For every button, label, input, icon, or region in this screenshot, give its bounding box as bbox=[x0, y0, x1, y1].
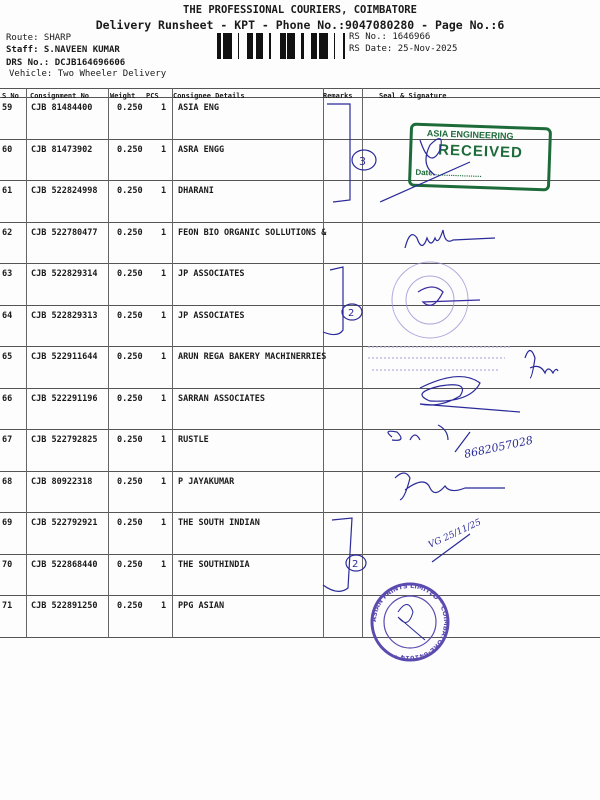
svg-text:2: 2 bbox=[352, 559, 359, 570]
cell-weight: 0.250 bbox=[117, 560, 143, 570]
cell-consignment: CJB 81484400 bbox=[31, 103, 93, 113]
vehicle-label: Vehicle: Two Wheeler Delivery bbox=[9, 69, 167, 79]
cell-weight: 0.250 bbox=[117, 269, 143, 279]
cell-sno: 62 bbox=[2, 228, 13, 238]
cell-pcs: 1 bbox=[161, 601, 167, 611]
runsheet-subtitle: Delivery Runsheet - KPT - Phone No.:9047080280 - Page No.:6 bbox=[95, 18, 505, 32]
cell-consignment: CJB 81473902 bbox=[31, 145, 93, 155]
signature-row-62 bbox=[405, 230, 495, 248]
cell-weight: 0.250 bbox=[117, 518, 143, 528]
column-header: Consignee Details bbox=[173, 92, 245, 100]
handwritten-note: VG 25/11/25 bbox=[427, 517, 483, 551]
staff-label: Staff: S.NAVEEN KUMAR bbox=[6, 45, 120, 55]
cell-consignment: CJB 522780477 bbox=[31, 228, 98, 238]
rs-date: RS Date: 25-Nov-2025 bbox=[349, 44, 458, 54]
cell-weight: 0.250 bbox=[117, 311, 143, 321]
cell-weight: 0.250 bbox=[117, 103, 143, 113]
cell-consignment: CJB 522824998 bbox=[31, 186, 98, 196]
cell-consignee: ASIA ENG bbox=[178, 103, 219, 113]
cell-sno: 70 bbox=[2, 560, 13, 570]
cell-consignment: CJB 522792825 bbox=[31, 435, 98, 445]
stamp-company: ASIA ENGINEERING bbox=[426, 128, 514, 142]
signature-row-67 bbox=[388, 425, 470, 452]
cell-sno: 64 bbox=[2, 311, 13, 321]
cell-weight: 0.250 bbox=[117, 186, 143, 196]
signature-row-68 bbox=[395, 473, 505, 500]
cell-pcs: 1 bbox=[161, 103, 167, 113]
cell-pcs: 1 bbox=[161, 352, 167, 362]
cell-weight: 0.250 bbox=[117, 228, 143, 238]
cell-pcs: 1 bbox=[161, 560, 167, 570]
svg-text:ASIAN PAINTS LIMITED * COIMBAT bbox=[370, 582, 450, 662]
cell-consignee: THE SOUTHINDIA bbox=[178, 560, 250, 570]
asian-paints-stamp-text: ASIAN PAINTS LIMITED * COIMBATORE-641014 * bbox=[369, 581, 451, 663]
drs-number: DRS No.: DCJB164696606 bbox=[6, 58, 126, 68]
remarks-bracket-1 bbox=[327, 104, 350, 202]
cell-consignment: CJB 522829313 bbox=[31, 311, 98, 321]
cell-consignee: PPG ASIAN bbox=[178, 601, 225, 611]
svg-text:2: 2 bbox=[348, 308, 355, 319]
svg-text:3: 3 bbox=[359, 155, 366, 168]
company-title: THE PROFESSIONAL COURIERS, COIMBATORE bbox=[183, 4, 417, 16]
cell-sno: 59 bbox=[2, 103, 13, 113]
cell-pcs: 1 bbox=[161, 518, 167, 528]
signature-row-60 bbox=[380, 139, 470, 202]
cell-consignee: FEON BIO ORGANIC SOLLUTIONS & bbox=[178, 228, 327, 238]
column-header: Seal & Signature bbox=[379, 92, 447, 100]
cell-sno: 66 bbox=[2, 394, 13, 404]
cell-consignment: CJB 522291196 bbox=[31, 394, 98, 404]
round-stamp-faint bbox=[392, 262, 468, 338]
handwritten-phone: 8682057028 bbox=[462, 433, 535, 461]
cell-consignee: DHARANI bbox=[178, 186, 214, 196]
remarks-bracket-3 bbox=[323, 518, 352, 591]
cell-sno: 69 bbox=[2, 518, 13, 528]
cell-sno: 60 bbox=[2, 145, 13, 155]
cell-weight: 0.250 bbox=[117, 352, 143, 362]
signature-row-65 bbox=[525, 351, 558, 379]
cell-consignment: CJB 522911644 bbox=[31, 352, 98, 362]
cell-consignment: CJB 80922318 bbox=[31, 477, 93, 487]
cell-pcs: 1 bbox=[161, 311, 167, 321]
cell-weight: 0.250 bbox=[117, 145, 143, 155]
column-header: PCS bbox=[146, 92, 159, 100]
stamp-date: Date...................... bbox=[415, 167, 482, 180]
cell-consignee: ASRA ENGG bbox=[178, 145, 225, 155]
cell-consignee: RUSTLE bbox=[178, 435, 209, 445]
cell-pcs: 1 bbox=[161, 186, 167, 196]
cell-weight: 0.250 bbox=[117, 601, 143, 611]
cell-sno: 63 bbox=[2, 269, 13, 279]
cell-consignment: CJB 522868440 bbox=[31, 560, 98, 570]
cell-pcs: 1 bbox=[161, 228, 167, 238]
column-header: Remarks bbox=[323, 92, 353, 100]
cell-pcs: 1 bbox=[161, 477, 167, 487]
cell-sno: 67 bbox=[2, 435, 13, 445]
cell-sno: 61 bbox=[2, 186, 13, 196]
cell-consignee: SARRAN ASSOCIATES bbox=[178, 394, 265, 404]
faint-stamp-text bbox=[368, 347, 510, 370]
cell-weight: 0.250 bbox=[117, 477, 143, 487]
cell-weight: 0.250 bbox=[117, 394, 143, 404]
cell-consignee: JP ASSOCIATES bbox=[178, 269, 245, 279]
stamp-received: RECEIVED bbox=[437, 141, 524, 162]
column-header: S No bbox=[2, 92, 19, 100]
cell-consignment: CJB 522829314 bbox=[31, 269, 98, 279]
cell-consignee: P JAYAKUMAR bbox=[178, 477, 235, 487]
column-header: Consignment No bbox=[30, 92, 90, 100]
cell-sno: 71 bbox=[2, 601, 13, 611]
signature-row-63-64 bbox=[418, 287, 480, 305]
cell-pcs: 1 bbox=[161, 435, 167, 445]
column-header: Weight bbox=[110, 92, 136, 100]
signature-row-66 bbox=[420, 377, 520, 412]
cell-consignee: THE SOUTH INDIAN bbox=[178, 518, 260, 528]
rs-number: RS No.: 1646966 bbox=[349, 32, 431, 42]
cell-sno: 65 bbox=[2, 352, 13, 362]
cell-pcs: 1 bbox=[161, 394, 167, 404]
cell-sno: 68 bbox=[2, 477, 13, 487]
cell-weight: 0.250 bbox=[117, 435, 143, 445]
cell-consignment: CJB 522891250 bbox=[31, 601, 98, 611]
route-label: Route: SHARP bbox=[6, 33, 72, 43]
remarks-bracket-2 bbox=[323, 267, 343, 335]
cell-consignee: ARUN REGA BAKERY MACHINERRIES bbox=[178, 352, 327, 362]
cell-pcs: 1 bbox=[161, 269, 167, 279]
cell-pcs: 1 bbox=[161, 145, 167, 155]
cell-consignment: CJB 522792921 bbox=[31, 518, 98, 528]
cell-consignee: JP ASSOCIATES bbox=[178, 311, 245, 321]
